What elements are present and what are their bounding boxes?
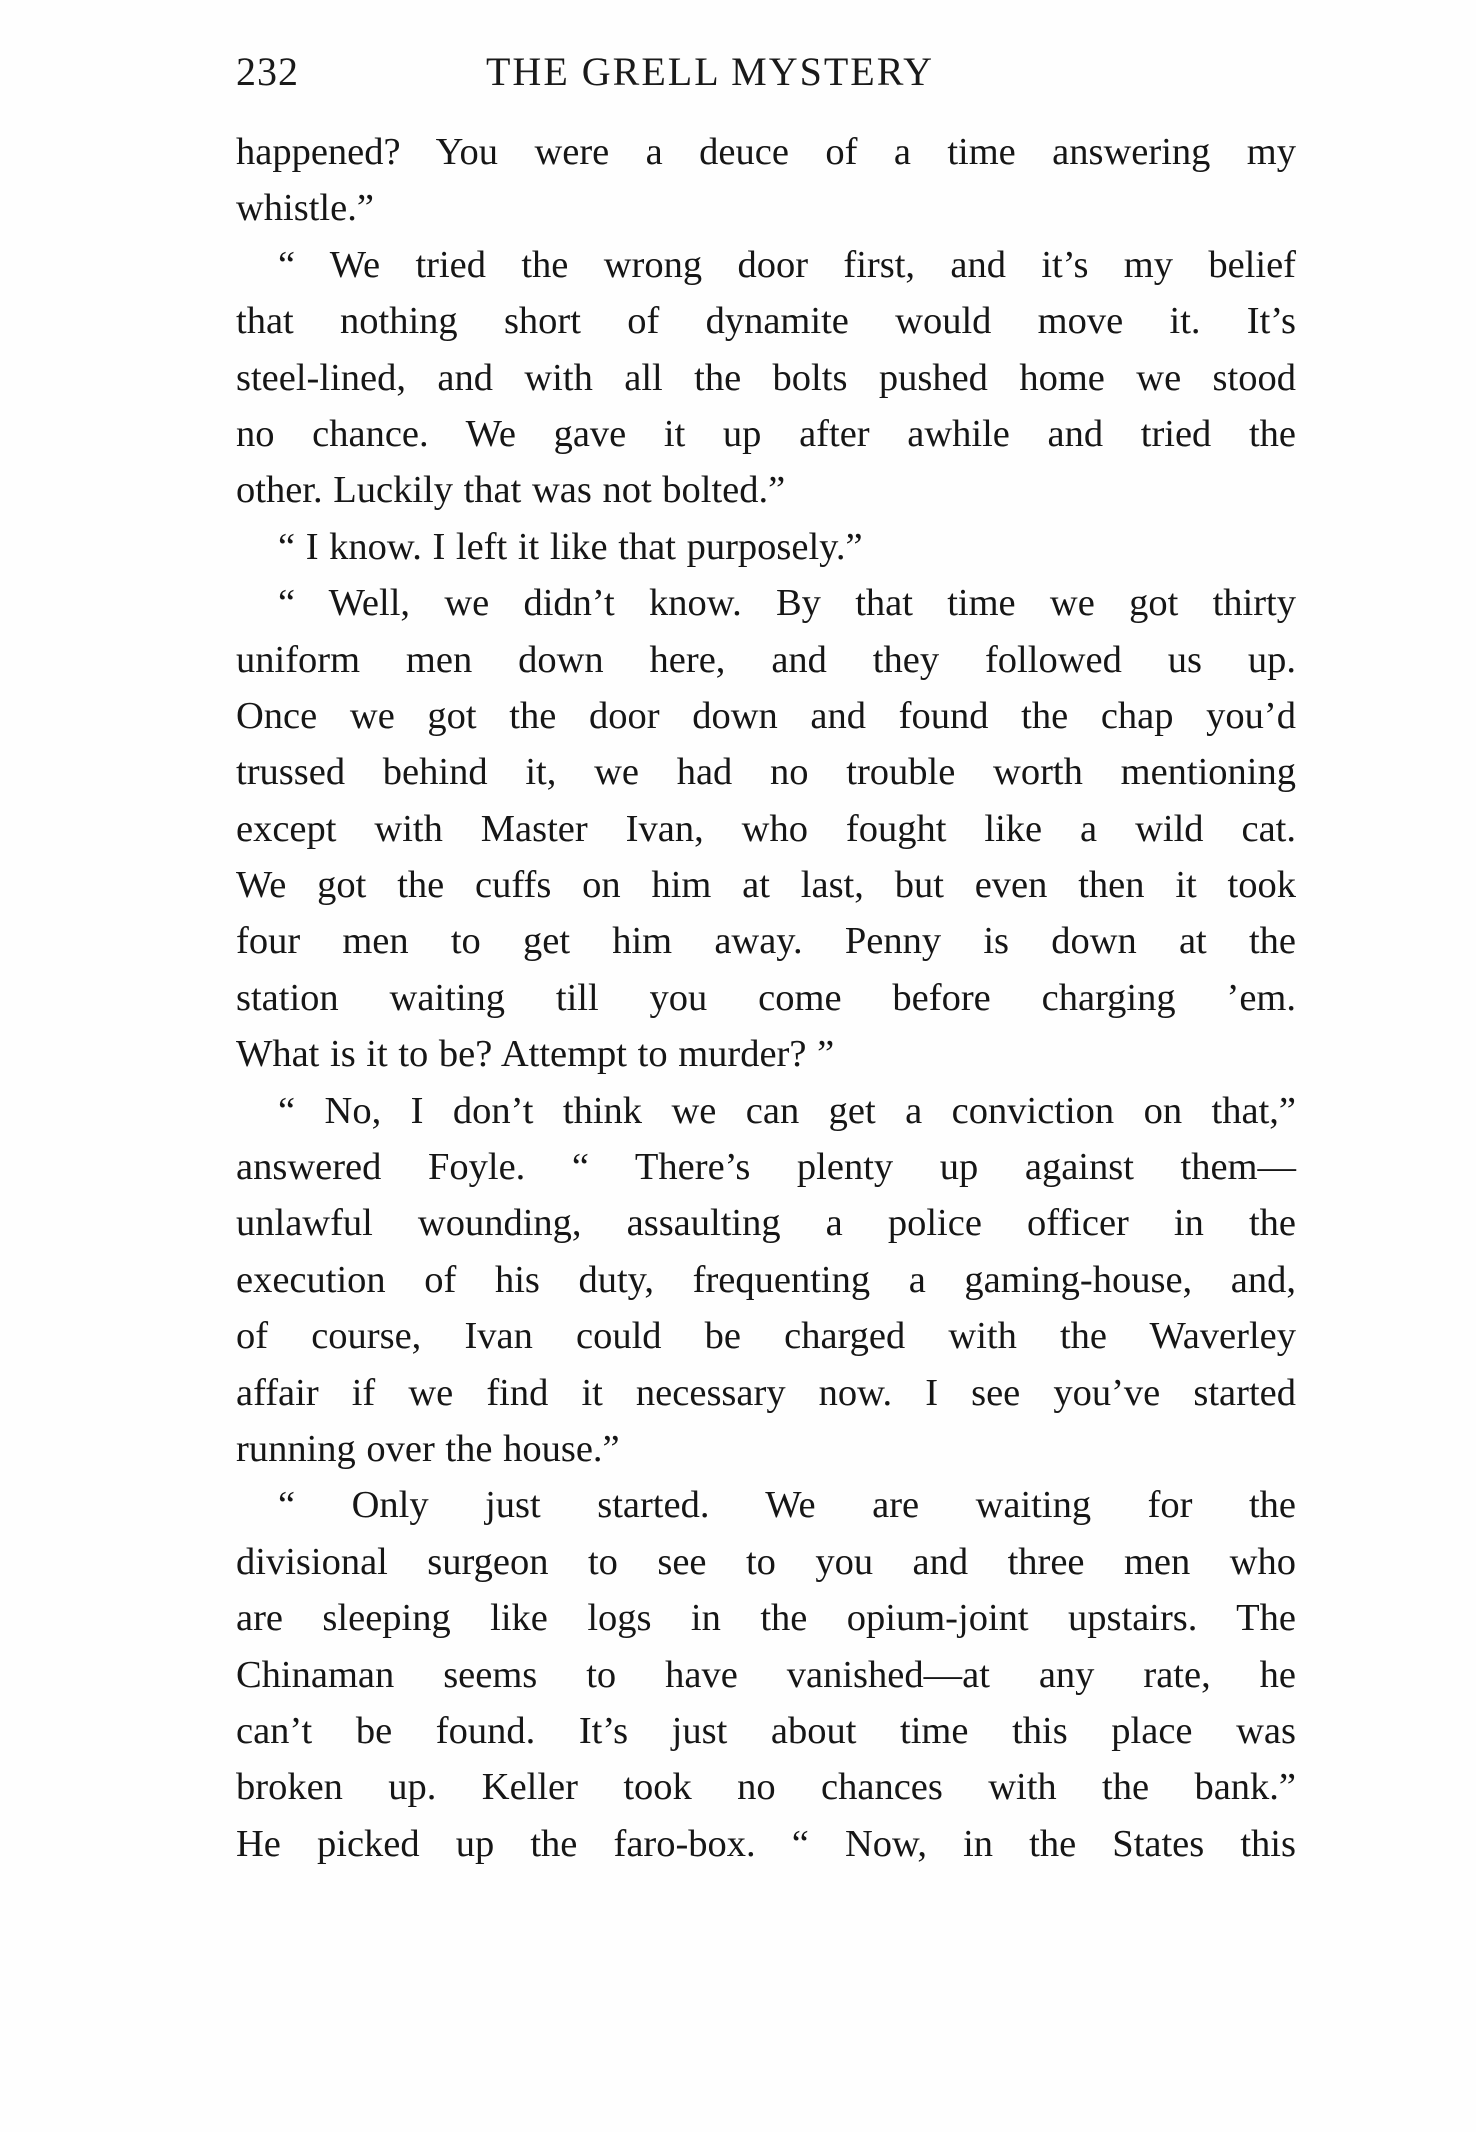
- text-line: broken up. Keller took no chances with the bank.”: [236, 1766, 1296, 1809]
- text-line: whistle.”: [236, 187, 374, 230]
- text-line: station waiting till you come before charging ’em.: [236, 976, 1296, 1019]
- running-head: THE GRELL MYSTERY: [486, 49, 935, 94]
- text-line: “ No, I don’t think we can get a conviction on that,”: [278, 1089, 1296, 1132]
- text-line: “ Well, we didn’t know. By that time we got thirty: [278, 582, 1296, 625]
- page-header: [236, 40, 1296, 110]
- text-line: that nothing short of dynamite would move it. It’s: [236, 300, 1296, 343]
- text-line: other. Luckily that was not bolted.”: [236, 469, 786, 512]
- text-line: divisional surgeon to see to you and three men who: [236, 1540, 1296, 1583]
- text-line: Chinaman seems to have vanished—at any rate, he: [236, 1653, 1296, 1696]
- text-line: running over the house.”: [236, 1427, 620, 1470]
- text-line: four men to get him away. Penny is down at the: [236, 920, 1296, 963]
- text-line: uniform men down here, and they followed us up.: [236, 638, 1296, 681]
- text-line: “ We tried the wrong door first, and it’s my belief: [278, 243, 1296, 286]
- page-number: 232: [236, 49, 299, 94]
- text-line: What is it to be? Attempt to murder? ”: [236, 1033, 835, 1076]
- text-line: steel-lined, and with all the bolts pushed home we stood: [236, 356, 1296, 399]
- text-line: He picked up the faro-box. “ Now, in the States this: [236, 1822, 1296, 1865]
- text-line: “ I know. I left it like that purposely.”: [278, 525, 863, 568]
- text-line: affair if we find it necessary now. I see you’ve started: [236, 1371, 1296, 1414]
- text-line: except with Master Ivan, who fought like a wild cat.: [236, 807, 1296, 850]
- text-line: unlawful wounding, assaulting a police officer in the: [236, 1202, 1296, 1245]
- text-line: Once we got the door down and found the chap you’d: [236, 694, 1296, 737]
- text-line: no chance. We gave it up after awhile and tried the: [236, 412, 1296, 455]
- text-line: We got the cuffs on him at last, but even then it took: [236, 864, 1296, 907]
- text-line: “ Only just started. We are waiting for the: [278, 1484, 1296, 1527]
- text-line: are sleeping like logs in the opium-joint upstairs. The: [236, 1597, 1296, 1640]
- text-line: trussed behind it, we had no trouble worth mentioning: [236, 751, 1296, 794]
- text-line: answered Foyle. “ There’s plenty up against them—: [236, 1146, 1296, 1189]
- body-text: [236, 124, 1296, 1872]
- text-line: of course, Ivan could be charged with the Waverley: [236, 1315, 1296, 1358]
- text-line: execution of his duty, frequenting a gaming-house, and,: [236, 1258, 1296, 1301]
- text-line: happened? You were a deuce of a time answering my: [236, 131, 1296, 173]
- text-line: can’t be found. It’s just about time this place was: [236, 1709, 1296, 1752]
